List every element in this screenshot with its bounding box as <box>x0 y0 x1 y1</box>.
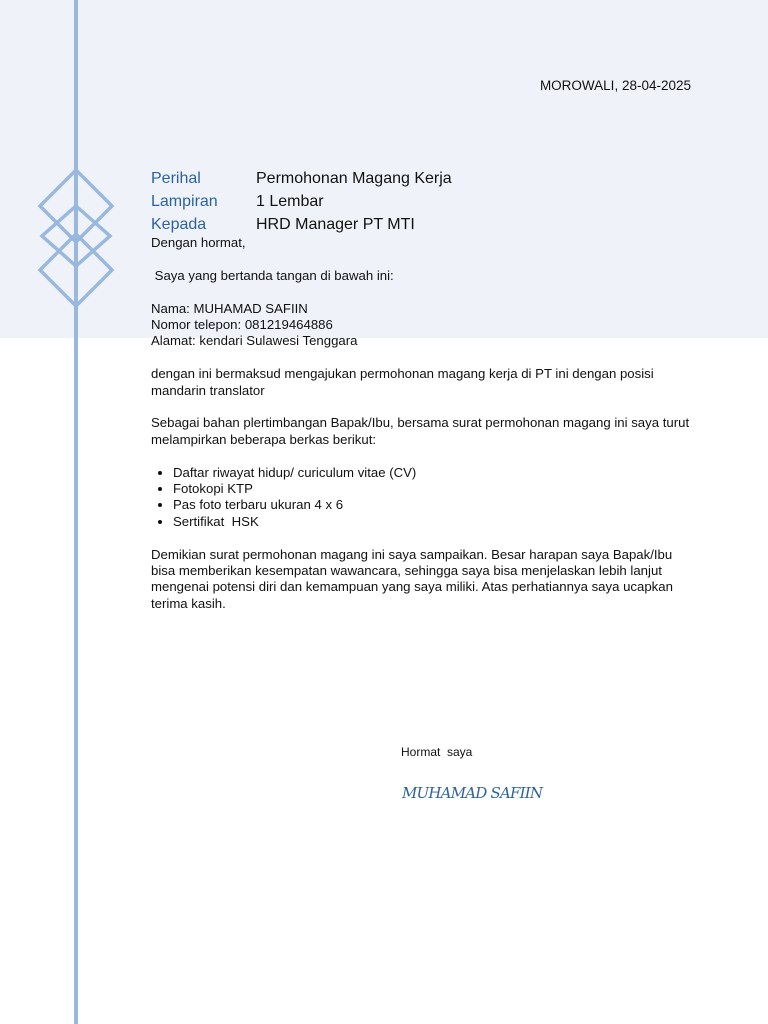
attachment-item-cv: • Daftar riwayat hidup/ curiculum vitae (CV) <box>173 465 696 481</box>
field-row-perihal <box>151 167 452 190</box>
letter-date: MOROWALI, 28-04-2025 <box>539 78 691 93</box>
spacer <box>151 448 696 464</box>
spacer <box>151 350 696 366</box>
attachment-item-hsk: • Sertifikat HSK <box>173 514 696 530</box>
spacer <box>151 530 696 546</box>
attachment-list <box>151 465 696 531</box>
field-value-lampiran: 1 Lembar <box>256 193 324 210</box>
attachment-item-ktp: • Fotokopi KTP <box>173 481 696 497</box>
field-label-perihal: Perihal <box>151 170 201 187</box>
vertical-rule <box>74 0 78 1024</box>
identity-name: Nama: MUHAMAD SAFIIN <box>151 300 308 316</box>
diamond-ornament <box>36 166 118 310</box>
intro-line: Saya yang bertanda tangan di bawah ini: <box>151 267 394 283</box>
purpose-paragraph: dengan ini bermaksud mengajukan permohonan magang kerja di PT ini dengan posisi mandarin translator <box>151 366 654 398</box>
handwritten-signature <box>402 780 622 804</box>
spacer <box>151 251 696 267</box>
field-label-kepada: Kepada <box>151 216 207 233</box>
attachment-item-photo: • Pas foto terbaru ukuran 4 x 6 <box>173 497 696 513</box>
spacer <box>151 284 696 300</box>
letter-body <box>151 235 696 612</box>
greeting: Dengan hormat, <box>151 235 246 250</box>
field-value-kepada: HRD Manager PT MTI <box>256 216 415 233</box>
field-row-kepada <box>151 213 452 236</box>
field-value-perihal: Permohonan Magang Kerja <box>256 170 452 187</box>
svg-text:MUHAMAD SAFIIN: MUHAMAD SAFIIN <box>402 784 543 802</box>
spacer <box>151 399 696 415</box>
identity-phone: Nomor telepon: 081219464886 <box>151 317 333 332</box>
letter-header-fields <box>151 167 452 236</box>
identity-address: Alamat: kendari Sulawesi Tenggara <box>151 333 358 349</box>
closing-paragraph: Demikian surat permohonan magang ini saya sampaikan. Besar harapan saya Bapak/Ibu bisa memberikan kesempatan wawancara, sehingga saya bisa menjelaskan lebih lanjut mengenai potensi diri dan kemampuan yang saya miliki. Atas perhatiannya saya ucapkan terima kasih. <box>151 546 673 611</box>
field-row-lampiran <box>151 190 452 213</box>
consideration-paragraph: Sebagai bahan plertimbangan Bapak/Ibu, bersama surat permohonan magang ini saya turut melampirkan beberapa berkas berikut: <box>151 415 690 447</box>
field-label-lampiran: Lampiran <box>151 193 218 210</box>
sign-off: Hormat saya <box>401 745 473 759</box>
